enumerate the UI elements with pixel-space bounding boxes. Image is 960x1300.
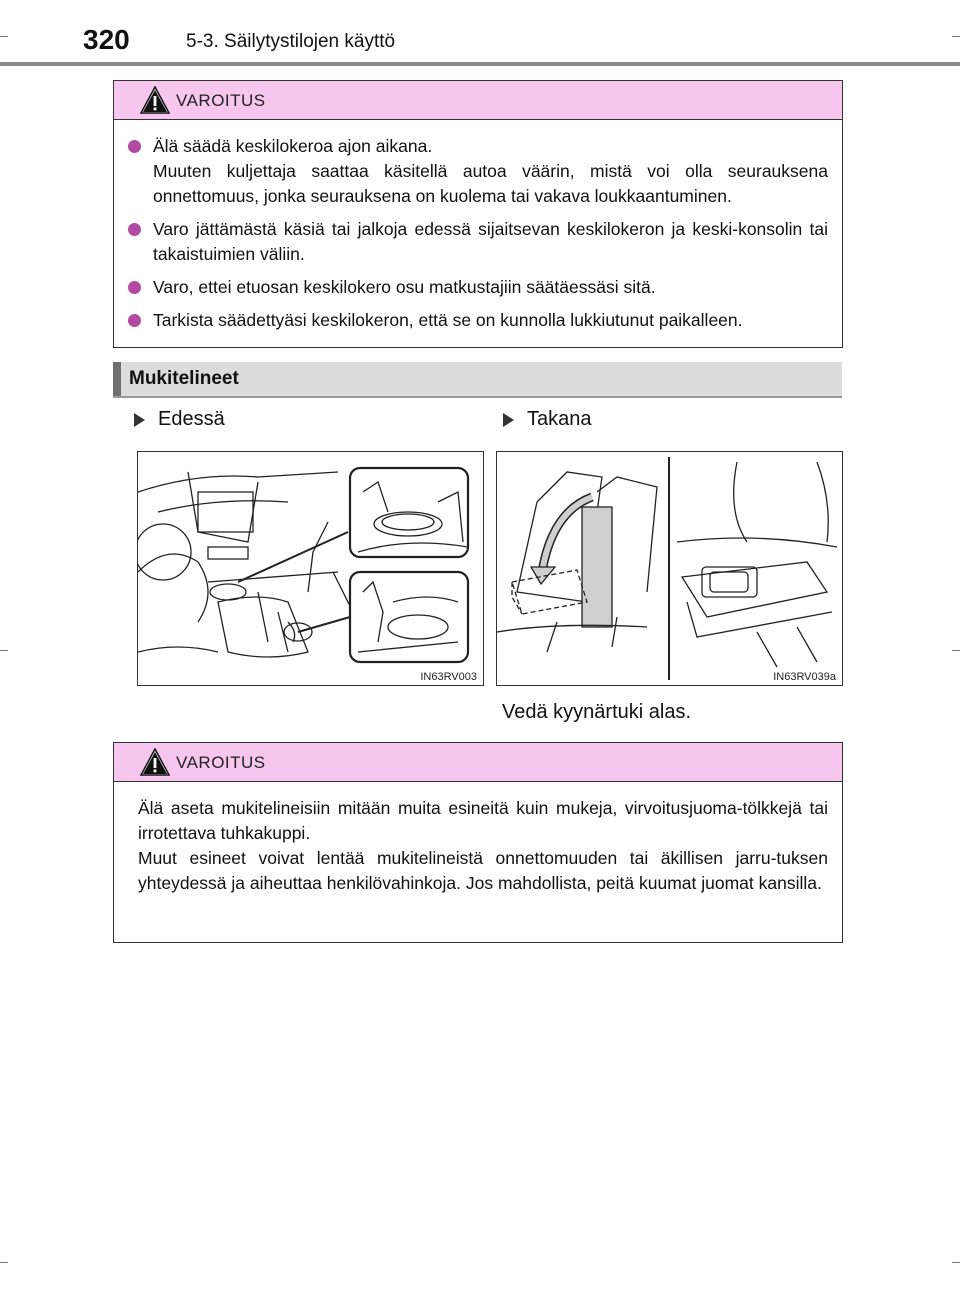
bullet-icon [128,314,141,327]
warning-text: Varo jättämästä käsiä tai jalkoja edessä sijaitsevan keskilokeron ja keski-konsolin tai takaistuimien väliin. [153,219,828,264]
rear-armrest-drawing [497,452,842,685]
warning-list [114,120,842,353]
subheading-front [134,408,225,431]
crop-mark [0,650,8,651]
figure-code: IN63RV039a [773,671,836,683]
header-rule [0,62,960,66]
bullet-icon [128,281,141,294]
warning-triangle-icon [140,748,170,776]
warning-label: VAROITUS [176,91,266,110]
crop-mark [0,36,8,37]
section-heading [113,362,842,398]
figure-code: IN63RV003 [420,671,477,683]
subheading-label: Edessä [158,408,225,430]
subheading-label: Takana [527,408,592,430]
warning-header [114,81,842,120]
page-number: 320 [83,24,130,55]
triangle-arrow-icon [134,413,145,427]
crop-mark [952,1262,960,1263]
warning-text: Älä aseta mukitelineisiin mitään muita esineitä kuin mukeja, virvoitusjuoma-tölkkejä tai irrotettava tuhkakuppi. Muut esineet voivat lentää mukitelineistä onnettomuuden tai äkillisen jarru-tuksen yhteydessä ja aiheuttaa henkilövahinkoja. Jos mahdollista, peitä kuumat juomat kansilla. [138,798,828,893]
warning-text: Varo, ettei etuosan keskilokero osu matkustajiin säätäessäsi sitä. [153,277,656,297]
front-console-drawing [138,452,483,685]
warning-header [114,743,842,782]
warning-text: Tarkista säädettyäsi keskilokeron, että se on kunnolla lukkiutunut paikalleen. [153,310,743,330]
list-item [128,308,828,333]
figure-caption: Vedä kyynärtuki alas. [502,701,691,723]
list-item [128,134,828,209]
crop-mark [952,36,960,37]
warning-label: VAROITUS [176,753,266,772]
warning-text: Älä säädä keskilokeroa ajon aikana. Muuten kuljettaja saattaa käsitellä autoa väärin, mistä voi olla seurauksena onnettomuus, jonka seurauksena on kuolema tai vakava loukkaantuminen. [153,136,828,206]
triangle-arrow-icon [503,413,514,427]
crop-mark [0,1262,8,1263]
chapter-title: 5-3. Säilytystilojen käyttö [186,31,396,52]
list-item [128,275,828,300]
front-cup-holder-illustration [137,451,484,686]
list-item [128,217,828,267]
warning-box [113,80,843,348]
section-title: Mukitelineet [129,368,239,389]
bullet-icon [128,223,141,236]
rear-cup-holder-illustration [496,451,843,686]
subheading-rear [503,408,592,431]
crop-mark [952,650,960,651]
warning-box [113,742,843,943]
warning-triangle-icon [140,86,170,114]
section-bar [113,362,121,396]
bullet-icon [128,140,141,153]
